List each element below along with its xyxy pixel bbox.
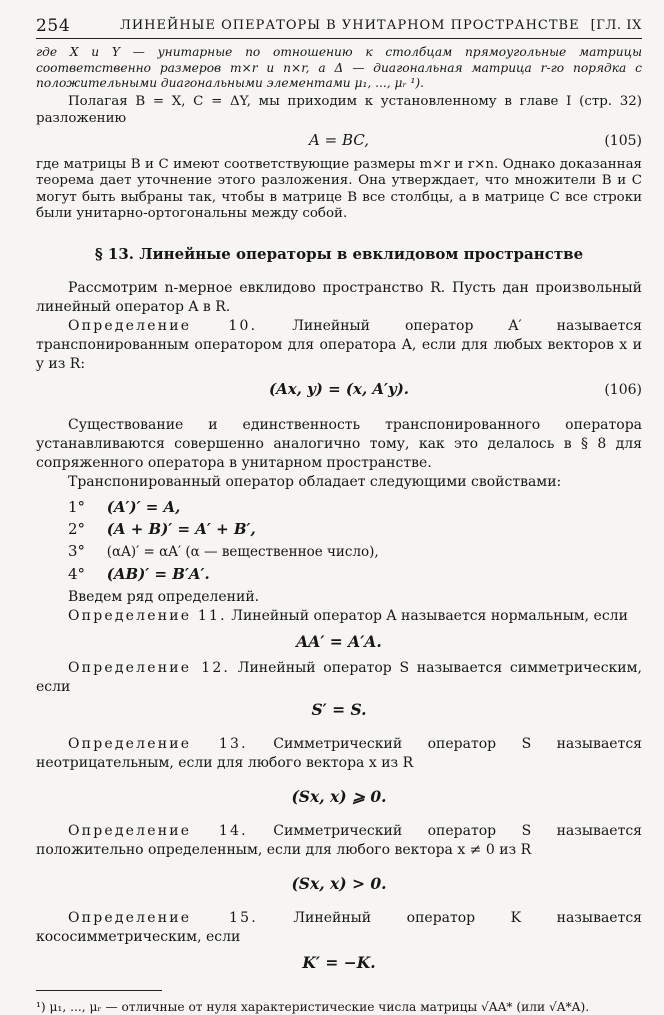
properties-list: [36, 496, 642, 585]
definition-14: [36, 822, 642, 860]
equation-106: [36, 380, 642, 404]
equation-positive-definite: (Sx, x) > 0.: [291, 873, 387, 893]
equation-105-formula: A = BC,: [309, 130, 369, 149]
intro-small-text: где X и Y — унитарные по отношению к столбцам прямоугольные матрицы соответственно размеров m×r и n×r, а Δ — диагональная матрица r-го порядка с положительными диагональными элементами μ₁, ..., μᵣ ¹).: [36, 45, 642, 90]
running-title: ЛИНЕЙНЫЕ ОПЕРАТОРЫ В УНИТАРНОМ ПРОСТРАНСТВЕ: [120, 18, 580, 33]
definition-11-text: Линейный оператор A называется нормальным, если: [231, 607, 628, 624]
property-formula: (A + B)′ = A′ + B′,: [106, 519, 256, 538]
property-number: 1°: [68, 497, 86, 516]
definition-11-label: Определение 11.: [68, 607, 227, 624]
definition-10-label: Определение 10.: [68, 317, 258, 334]
property-item: [68, 518, 642, 540]
definition-12: [36, 659, 642, 697]
definition-15-label: Определение 15.: [68, 909, 258, 926]
property-number: 2°: [68, 519, 86, 538]
section-title: § 13. Линейные операторы в евклидовом пространстве: [94, 244, 584, 263]
property-item: [68, 563, 642, 585]
running-header: [36, 14, 642, 39]
definition-15-text: Линейный оператор K называется кососимметрическим, если: [36, 909, 642, 945]
definition-14-text: Симметрический оператор S называется положительно определенным, если для любого вектора x ≠ 0 из R: [36, 822, 642, 858]
footnote: ¹) μ₁, ..., μᵣ — отличные от нуля характеристические числа матрицы √AA* (или √A*A).: [36, 999, 590, 1014]
equation-105-number: (105): [604, 132, 642, 149]
property-number: 4°: [68, 564, 86, 583]
page-number: 254: [36, 16, 71, 36]
section-paragraph-3: Транспонированный оператор обладает следующими свойствами:: [68, 473, 562, 490]
intro-paragraph-1: Полагая B = X, C = ΔY, мы приходим к установленному в главе I (стр. 32) разложению: [36, 93, 642, 126]
property-number: 3°: [68, 541, 86, 560]
property-formula: (AB)′ = B′A′.: [106, 564, 210, 583]
equation-skew-symmetric: K′ = −K.: [302, 952, 376, 972]
definition-13: [36, 735, 642, 773]
definition-10: [36, 317, 642, 374]
equation-106-number: (106): [604, 381, 642, 398]
chapter-label: [ГЛ. IX: [590, 18, 642, 33]
property-formula: (A′)′ = A,: [106, 497, 181, 516]
definition-10-text: Линейный оператор A′ называется транспонированным оператором для оператора A, если для любых векторов x и y из R:: [36, 317, 642, 372]
equation-symmetric: S′ = S.: [311, 699, 367, 719]
definition-14-label: Определение 14.: [68, 822, 248, 839]
definition-11: [36, 607, 642, 626]
property-item: [68, 540, 642, 563]
property-formula: (αA)′ = αA′ (α — вещественное число),: [106, 543, 379, 560]
definition-13-text: Симметрический оператор S называется неотрицательным, если для любого вектора x из R: [36, 735, 642, 771]
equation-normal: AA′ = A′A.: [296, 631, 382, 651]
equation-106-formula: (Ax, y) = (x, A′y).: [268, 379, 410, 398]
intro-paragraph-2: где матрицы B и C имеют соответствующие размеры m×r и r×n. Однако доказанная теорема дает уточнение этого разложения. Она утверждает, что множители B и C могут быть выбраны так, чтобы в матрице B все столбцы, а в матрице C все строки были унитарно-ортогональны между собой.: [36, 156, 642, 221]
definition-13-label: Определение 13.: [68, 735, 248, 752]
definition-15: [36, 909, 642, 947]
book-page: [36, 14, 642, 1015]
section-paragraph-1: Рассмотрим n-мерное евклидово пространство R. Пусть дан произвольный линейный оператор A в R.: [36, 279, 642, 315]
property-item: [68, 496, 642, 518]
definition-12-text: Линейный оператор S называется симметрическим, если: [36, 659, 642, 695]
section-paragraph-4: Введем ряд определений.: [68, 588, 260, 605]
equation-105: [36, 131, 642, 153]
section-paragraph-2: Существование и единственность транспонированного оператора устанавливаются совершенно аналогично тому, как это делалось в § 8 для сопряженного оператора в унитарном пространстве.: [36, 416, 642, 471]
definition-12-label: Определение 12.: [68, 659, 231, 676]
equation-nonnegative: (Sx, x) ⩾ 0.: [291, 786, 387, 806]
